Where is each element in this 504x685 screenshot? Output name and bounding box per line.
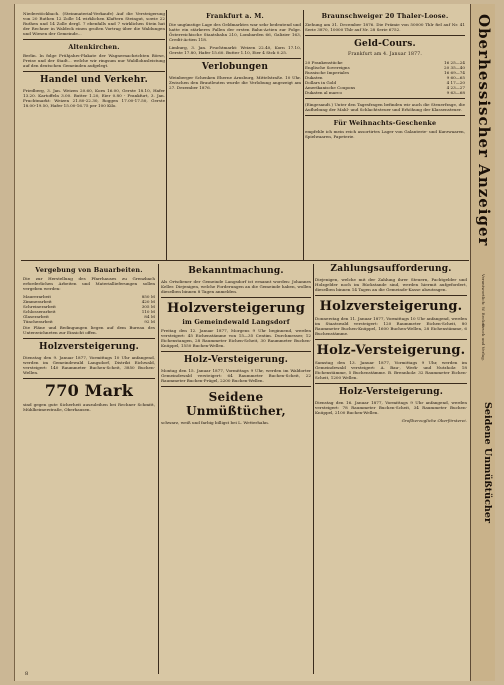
column-separator <box>313 264 314 674</box>
zahlungsaufforderung-title: Zahlungsaufforderung. <box>330 264 452 274</box>
column-1-intro: Niederstöckbach. (Steinmaterial-Verkaufe) Auf die Versteigerung von 20 Ruthen 12 Zolle 14 wirklichen Klaftern Steingut, sowie 22 Ruthen und 14 Zolle dergl. 7 ebenfalls und 7 wirklichen Stein hat der Rechner in Waldeck einen großen Vortrag über die Waldungen und Wiesen der Gemeinde... <box>23 11 165 36</box>
bauarbeiten-note: Die Pläne und Bedingungen liegen auf dem Bureau des Unterzeichneten zur Einsicht offen. <box>23 325 155 335</box>
divider <box>315 339 467 340</box>
eingesandt-text: (Eingesandt.) Unter den Tagesfragen befinden wir auch die Steuerfrage, die Aufhebung der Mahl- und Schlachtsteuer und Erhöhung der Klassensteuer. <box>305 102 465 112</box>
price-label: Dukaten <box>305 75 323 80</box>
item-label: Schlosserarbeit <box>23 309 56 314</box>
holzversteigerung-title: Holzversteigerung. <box>39 342 139 352</box>
section-divider <box>21 260 469 261</box>
column-3 <box>305 10 465 262</box>
geld-cours-subtitle: Frankfurt am 4. Januar 1877. <box>347 52 423 57</box>
holzversteigerung-text: Donnerstag den 11. Januar 1877, Vormittags 10 Uhr anfangend, werden im Staatswald versteigert: 120 Raummeter Eichen-Scheit, 80 Raummeter Buchen-Knüppel, 1600 Buchen-Wellen, 28 Eichenstämme, 6 Buchenstämme. <box>315 316 467 336</box>
divider <box>161 351 311 352</box>
price-value: 4 23—27 <box>446 85 465 90</box>
bekanntmachung-title: Bekanntmachung. <box>188 266 284 276</box>
holzversteigerung-text: Freitag den 12. Januar 1877, Morgens 9 Uhr beginnend, werden versteigert: 45 Eichenstämme von 15—35 Centim. Durchmesser, 12 Eichenstangen, 28 Raummeter Eichen-Scheit, 30 Raummeter Buchen-Knüppel, 1550 Buchen-Wellen. <box>161 328 311 348</box>
item-value: 84 M <box>144 314 155 319</box>
seidene-text: schwarz, weiß und farbig billigst bei L. Wetterhahn. <box>161 420 270 425</box>
masthead-vertical: Oberhessischer Anzeiger <box>475 14 493 247</box>
price-label: Englische Sovereigns <box>305 65 350 70</box>
section-altenkirchen-title: Altenkirchen. <box>68 43 120 51</box>
column-separator <box>303 10 304 260</box>
price-value: 20 35—40 <box>443 65 465 70</box>
price-label: Russische Imperiales <box>305 70 350 75</box>
holzversteigerung-title: Holzversteigerung. <box>319 299 463 314</box>
price-label: Amerikanische Coupons <box>305 85 356 90</box>
divider <box>315 295 467 296</box>
divider <box>23 71 165 72</box>
item-value: 110 M <box>141 309 155 314</box>
column-4 <box>23 264 155 674</box>
item-label: Zimmerarbeit <box>23 299 52 304</box>
divider <box>169 58 301 59</box>
price-label: Dukaten al marco <box>305 90 342 95</box>
bekanntmachung-text: Als Ortsdiener der Gemeinde Langsdorf ist ernannt worden: Johannes Keller. Diejenigen, welche Forderungen an die Gemeinde haben, wollen dieselben binnen 8 Tagen anmelden. <box>161 279 311 294</box>
divider <box>161 297 311 298</box>
holzversteigerung-title: Holzversteigerung <box>166 301 306 316</box>
price-value: 9 63—68 <box>446 90 465 95</box>
side-strip <box>470 4 495 681</box>
weihnachts-title: Für Weihnachts-Geschenke <box>333 119 437 127</box>
item-label: Schreinerarbeit <box>23 304 56 309</box>
price-value: 9 60—65 <box>446 75 465 80</box>
item-value: 92 M <box>144 319 155 324</box>
column-6 <box>315 262 467 674</box>
limburg-text: Limburg, 3. Jan. Fruchtmarkt: Weizen 22.40, Korn 17.10, Gerste 17.80, Hafer 15.60. Butter 1.10, Eier 4 Stck 0.25. <box>169 45 301 55</box>
holzversteigerung-subtitle: im Gemeindewald Langsdorf <box>182 318 290 326</box>
divider <box>23 39 165 40</box>
table-row <box>305 90 465 95</box>
holz-versteigerung-text: Samstag den 13. Januar 1877, Vormittags 9 Uhr, werden im Gemeindewald versteigert: A. Bau-, Werk- und Nutzholz: 18 Eichenstämme, 5 Buchenstämme. B. Brennholz: 32 Raummeter Eichen-Scheit, 1200 Wellen. <box>315 360 467 380</box>
weihnachts-text: empfehle ich mein reich assortirtes Lager von Galanterie- und Kurzwaaren, Spielwaaren, Papeterie. <box>305 129 465 139</box>
holz-versteigerung-title: Holz-Versteigerung. <box>316 343 466 358</box>
item-value: 305 M <box>141 304 155 309</box>
price-label: 20 Frankenstücke <box>305 60 343 65</box>
holz-versteigerung-2-text: Dienstag den 16. Januar 1877, Vormittags 9 Uhr anfangend, werden versteigert: 78 Raummeter Buchen-Scheit, 34 Raummeter Buchen-Knüppel, 2100 Buchen-Wellen. <box>315 400 467 415</box>
section-altenkirchen-text: Berlin. In folge Frühjahrs-Plakate der Wagnernachrichten Börse, Preise und der Stadt... welche wir ringsum nur Waldlohnsleistung auf den deutschen Gemeinden aufgelegt. <box>23 53 165 68</box>
divider <box>305 98 465 99</box>
column-separator <box>166 10 167 260</box>
geld-cours-title: Geld-Cours. <box>354 39 416 49</box>
zahlungsaufforderung-text: Diejenigen, welche mit der Zahlung ihrer Steuern, Pachtgelder und Holzgelder noch im Rückstande sind, werden hiermit aufgefordert, dieselben binnen 14 Tagen an die Gemeinde-Kasse abzutragen. <box>315 277 467 292</box>
price-table <box>305 60 465 95</box>
bauarbeiten-title: Vergebung von Bauarbeiten. <box>35 266 143 274</box>
column-separator <box>158 264 159 674</box>
price-value: 16 69—74 <box>443 70 465 75</box>
column-5 <box>161 264 311 674</box>
page-number: 8 <box>25 671 29 677</box>
loose-text: Ziehung am 31. December 1876. Die Prämie von 50000 Thlr fiel auf Nr. 41 Serie 3870, 10000 Thlr auf Nr. 28 Serie 6752. <box>305 22 465 32</box>
side-advert-vertical: Seidene Unmüßtücher <box>482 402 493 524</box>
price-value: 4 17—20 <box>446 80 465 85</box>
signature: Großherzogliche Oberförsterei. <box>401 418 467 423</box>
item-label: Glaserarbeit <box>23 314 49 319</box>
holz-versteigerung-title: Holz-Versteigerung. <box>183 355 289 365</box>
divider <box>305 115 465 116</box>
section-handel-text: Friedberg, 3. Jan. Weizen 20.60, Korn 16.00, Gerste 18.10, Hafer 13.20. Kartoffeln 3.00. Butter 1.20, Eier 0.80 - Frankfurt, 3. Jan. Fruchtmarkt: Weizen 21.80-22.30, Roggen 17.00-17.50, Gerste 18.00-19.50, Hafer 15.00-16.75 per 100 Kilo. <box>23 88 165 108</box>
item-label: Tüncherarbeit <box>23 319 53 324</box>
side-label-1: Verantwortlich: W. Becker. <box>481 274 486 328</box>
newspaper-page <box>14 4 495 681</box>
holz-versteigerung-text: Montag den 15. Januar 1877, Vormittags 9 Uhr, werden im Waldorter Gemeindewald versteigert: 64 Raummeter Buchen-Scheit, 22 Raummeter Buchen-Prügel, 2200 Buchen-Wellen. <box>161 368 311 383</box>
seidene-title: Seidene Unmüßtücher, <box>186 390 286 418</box>
side-label-2: Druck und Verlag. <box>481 324 486 361</box>
item-label: Maurerarbeit <box>23 294 52 299</box>
divider <box>23 378 155 379</box>
holz-versteigerung-2-title: Holz-Versteigerung. <box>338 387 444 397</box>
mark-amount-title: 770 Mark <box>44 381 134 400</box>
frankfurt-text: Die ungünstige Lage des Geldmarktes war sehr bedeutend und hatte ein stärkeres Fallen der ersten Bahn-Actien zur Folge. Österreichische Staatsbahn 210, Lombarden 66, Galizier 163, Credit-Actien 118. <box>169 22 301 42</box>
table-row <box>23 319 155 324</box>
bauarbeiten-table <box>23 294 155 324</box>
bauarbeiten-text: Die zur Herstellung des Pfarrhauses zu Grenzbach erforderlichen Arbeiten und Materiallieferungen sollen vergeben werden: <box>23 276 155 291</box>
divider <box>161 386 311 387</box>
item-value: 850 M <box>141 294 155 299</box>
verlobungen-text: Weinberger Schenken Eherne Arnsburg, Mittelstraße. 10 Uhr. Zwischen den Brautleuten wurde die Verlobung angezeigt am 27. Dezember 1876. <box>169 75 301 90</box>
section-handel-title: Handel und Verkehr. <box>40 75 148 85</box>
loose-title: Braunschweiger 20 Thaler-Loose. <box>321 12 449 20</box>
divider <box>305 35 465 36</box>
divider <box>23 338 155 339</box>
frankfurt-title: Frankfurt a. M. <box>206 12 264 20</box>
item-value: 420 M <box>141 299 155 304</box>
mark-amount-text: sind gegen gute Sicherheit auszuleihen bei Rechner Schmitt, Mühlheimerstraße, Oberhausen. <box>23 402 155 412</box>
holzversteigerung-text: Dienstag den 9. Januar 1877, Vormittags 10 Uhr anfangend, werden im Gemeindewald Langsdorf, Distrikt Eichwald, versteigert: 140 Raummeter Buchen-Scheit, 3850 Buchen-Wellen. <box>23 355 155 375</box>
column-1 <box>23 10 165 260</box>
divider <box>315 383 467 384</box>
column-2 <box>169 10 301 260</box>
verlobungen-title: Verlobungen <box>201 62 269 72</box>
price-value: 16 25—24 <box>443 60 465 65</box>
price-label: Dollars in Gold <box>305 80 337 85</box>
